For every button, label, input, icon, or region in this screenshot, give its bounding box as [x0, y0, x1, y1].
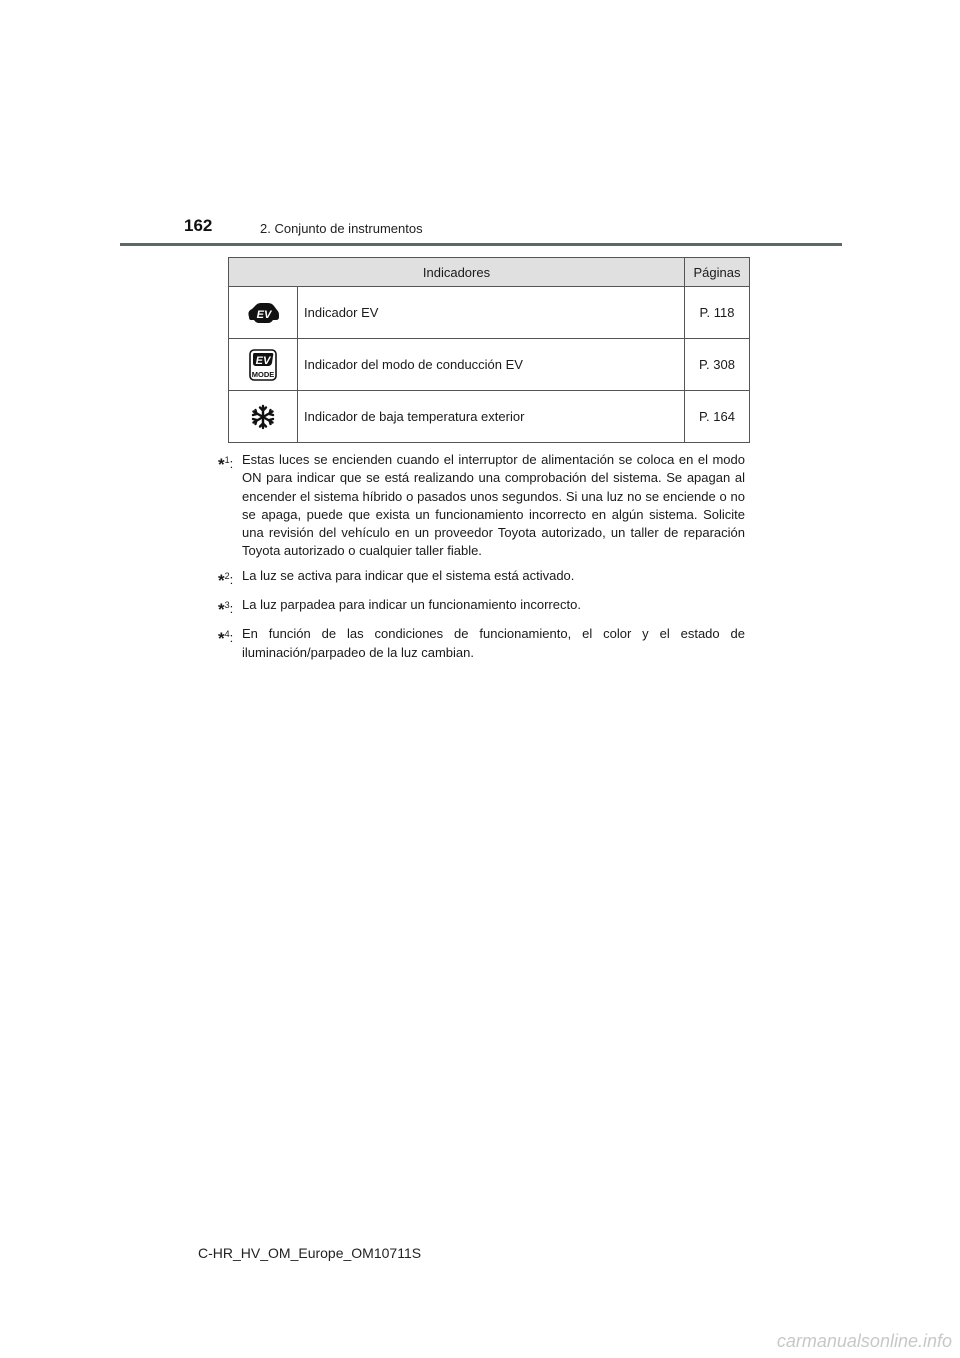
page-number: 162: [184, 216, 213, 235]
footnote-marker: *$^4$:: [218, 629, 234, 649]
icon-cell: [229, 287, 298, 339]
footnote: [218, 625, 745, 662]
table-row: [229, 287, 750, 339]
snowflake-icon: [250, 404, 276, 430]
indicator-label: Indicador del modo de conducción EV: [298, 339, 685, 391]
svg-text:MODE: MODE: [251, 369, 275, 379]
footnotes: [218, 451, 745, 668]
footnote-marker: *$^2$:: [218, 570, 234, 590]
icon-cell: [229, 339, 298, 391]
indicators-table: [228, 257, 750, 443]
footnote-text: En función de las condiciones de funcionamiento, el color y el estado de iluminación/parpadeo de la luz cambian.: [242, 626, 745, 660]
section-title: 2. Conjunto de instrumentos: [260, 221, 423, 236]
table-header-row: [229, 258, 750, 287]
footnote-text: Estas luces se encienden cuando el interruptor de alimentación se coloca en el modo ON para indicar que se está realizando una comprobación del sistema. Se apagan al encender el sistema híbrido o pasados unos segundos. Si una luz no se enciende o no se apaga, puede que exista un funcionamiento incorrecto en algún sistema. Solicite una revisión del vehículo en un proveedor Toyota autorizado, un taller de reparación Toyota autorizado o cualquier taller fiable.: [242, 452, 745, 559]
indicator-label: Indicador de baja temperatura exterior: [298, 391, 685, 443]
table-row: [229, 391, 750, 443]
table-row: [229, 339, 750, 391]
ev-mode-indicator-icon: [249, 349, 277, 381]
footnote: [218, 451, 745, 561]
svg-text:EV: EV: [256, 308, 272, 321]
page-reference: P. 118: [685, 287, 750, 339]
footnote: [218, 596, 745, 619]
header-paginas: Páginas: [685, 258, 750, 287]
footnote-marker: *$^3$:: [218, 600, 234, 620]
watermark: carmanualsonline.info: [776, 1331, 952, 1351]
footnote-marker: *$^1$:: [218, 455, 234, 474]
page-reference: P. 164: [685, 391, 750, 443]
svg-text:EV: EV: [255, 354, 271, 367]
footnote: [218, 567, 745, 590]
icon-cell: [229, 391, 298, 443]
document-code: C-HR_HV_OM_Europe_OM10711S: [198, 1245, 422, 1261]
indicator-label: Indicador EV: [298, 287, 685, 339]
footnote-text: La luz parpadea para indicar un funcionamiento incorrecto.: [242, 597, 581, 613]
footnote-text: La luz se activa para indicar que el sistema está activado.: [242, 567, 575, 583]
header-indicadores: Indicadores: [229, 258, 685, 287]
page-reference: P. 308: [685, 339, 750, 391]
header-rule: [120, 243, 842, 246]
ev-indicator-icon: [246, 302, 280, 324]
